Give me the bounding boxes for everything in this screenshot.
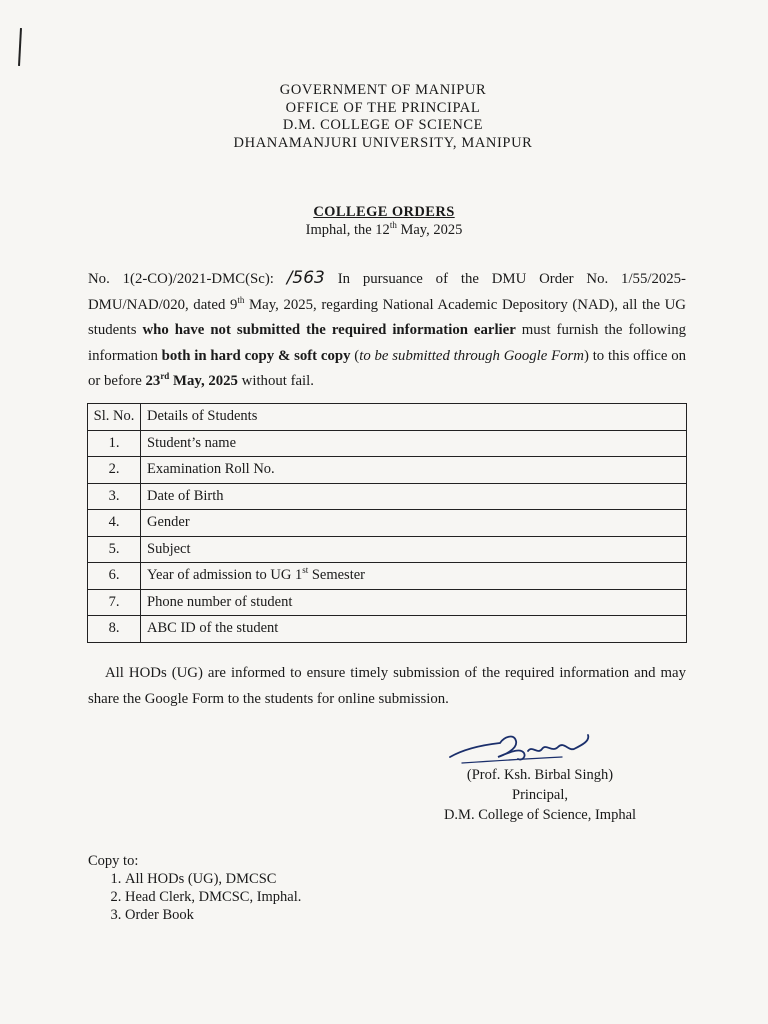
copy-to-block [88, 852, 301, 924]
row-detail: ABC ID of the student [141, 616, 687, 643]
table-row [88, 510, 687, 537]
row-detail: Subject [141, 536, 687, 563]
list-item: 1. All HODs (UG), DMCSC [125, 870, 301, 888]
row-detail-sup: st [302, 565, 309, 576]
order-date-sup: th [389, 220, 397, 231]
table-row [88, 616, 687, 643]
letterhead [0, 82, 768, 152]
row-detail-text: Year of admission to UG 1 [147, 567, 303, 584]
paragraph-text: without fail. [237, 373, 314, 390]
row-sl: 8. [88, 616, 141, 643]
row-detail: Student’s name [141, 430, 687, 457]
signatory-name: (Prof. Ksh. Birbal Singh) [466, 767, 614, 783]
margin-mark [18, 28, 22, 66]
details-table [87, 403, 687, 643]
notice-paragraph: All HODs (UG) are informed to ensure timely submission of the required information and may share the Google Form to the students for online submission. [88, 665, 686, 707]
deadline-day: 23 [145, 373, 161, 390]
order-title-block [0, 203, 768, 239]
paragraph-text: In pursuance of the DMU Order No. 1/55/2025-DMU/NAD/020, dated 9 [88, 271, 686, 313]
copy-to-heading: Copy to: [88, 853, 139, 869]
deadline-sup: rd [160, 371, 170, 382]
row-sl: 7. [88, 589, 141, 616]
row-sl: 6. [88, 563, 141, 590]
table-row [88, 536, 687, 563]
row-detail: Gender [141, 510, 687, 537]
paragraph-text: ( [350, 347, 360, 364]
order-title: COLLEGE ORDERS [313, 204, 455, 220]
deadline-month: May, 2025 [169, 373, 238, 390]
order-place-date [0, 221, 768, 239]
paragraph-bold: who have not submitted the required information earlier [142, 322, 516, 339]
table-row [88, 430, 687, 457]
order-date-suffix: May, 2025 [396, 222, 463, 238]
letterhead-line-college: D.M. COLLEGE OF SCIENCE [282, 117, 484, 133]
list-item: 3. Order Book [125, 906, 301, 924]
row-detail-after: Semester [308, 567, 365, 584]
table-row [88, 589, 687, 616]
letterhead-line-government: GOVERNMENT OF MANIPUR [279, 82, 487, 98]
table-row [88, 483, 687, 510]
signatory-designation: Principal, [512, 787, 568, 803]
handwritten-reference: /563 [286, 268, 325, 288]
letterhead-line-office: OFFICE OF THE PRINCIPAL [285, 99, 481, 116]
row-detail [141, 563, 687, 590]
table-row [88, 457, 687, 484]
row-detail: Date of Birth [141, 483, 687, 510]
row-sl: 2. [88, 457, 141, 484]
paragraph-sup: th [237, 294, 245, 305]
table-header-row [88, 404, 687, 431]
row-sl: 1. [88, 430, 141, 457]
paragraph-text: May, 2025, regarding National Academic Depository (NAD), all the UG students [88, 296, 686, 339]
table-row [88, 563, 687, 590]
row-sl: 5. [88, 536, 141, 563]
signatory-office: D.M. College of Science, Imphal [443, 807, 637, 823]
letterhead-line-university: DHANAMANJURI UNIVERSITY, MANIPUR [233, 134, 533, 151]
order-paragraph [88, 266, 686, 395]
row-sl: 4. [88, 510, 141, 537]
reference-number: No. 1(2-CO)/2021-DMC(Sc): [88, 271, 287, 287]
row-sl: 3. [88, 483, 141, 510]
row-detail: Phone number of student [141, 589, 687, 616]
table-header-sl: Sl. No. [88, 404, 141, 431]
paragraph-text: ) to this office on or before [88, 347, 686, 390]
row-detail: Examination Roll No. [141, 457, 687, 484]
copy-to-list [88, 870, 301, 924]
paragraph-bold: both in hard copy & soft copy [161, 347, 351, 364]
list-item: 2. Head Clerk, DMCSC, Imphal. [125, 888, 301, 906]
paragraph-italic: to be submitted through Google Form [359, 347, 584, 364]
order-date-prefix: Imphal, the 12 [305, 222, 390, 238]
table-header-details: Details of Students [141, 404, 687, 431]
paragraph-text: must furnish the following information [88, 322, 687, 364]
